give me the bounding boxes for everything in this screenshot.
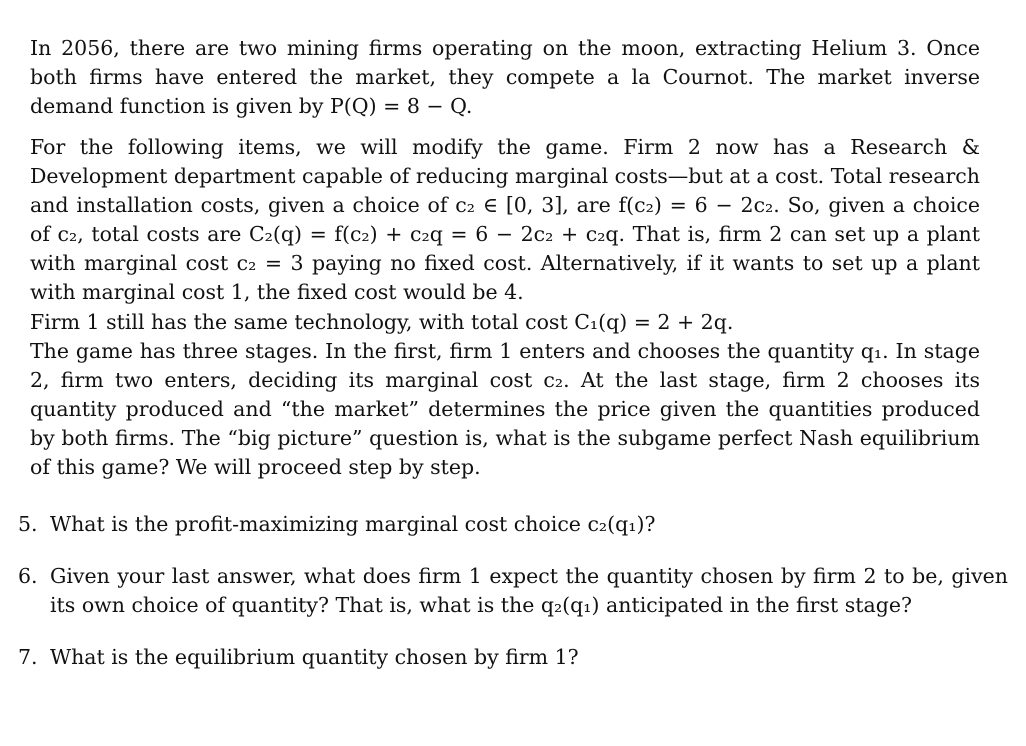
question-text: Given your last answer, what does firm 1 expect the quantity chosen by firm 2 to be, given its own choice of quantity? That is, what is the q₂(q₁) anticipated in the first stage? <box>50 564 1008 617</box>
question-text: What is the profit-maximizing marginal cost choice c₂(q₁)? <box>50 512 656 536</box>
question-text: What is the equilibrium quantity chosen by firm 1? <box>50 645 579 669</box>
question-number: 6. <box>18 564 38 588</box>
question-6 <box>18 562 1008 620</box>
question-5 <box>18 510 1008 539</box>
question-7 <box>18 643 1008 672</box>
intro-paragraph: In 2056, there are two mining firms operating on the moon, extracting Helium 3. Once both firms have entered the market, they compete a la Cournot. The market inverse demand function is given by P(Q) = 8 − Q. <box>30 36 980 118</box>
question-number: 7. <box>18 645 38 669</box>
game-stages-paragraph: The game has three stages. In the first, firm 1 enters and chooses the quantity q₁. In stage 2, firm two enters, deciding its marginal cost c₂. At the last stage, firm 2 chooses its quantity produced and “the market” determines the price given the quantities produced by both firms. The “big picture” question is, what is the subgame perfect Nash equilibrium of this game? We will proceed step by step. <box>30 339 980 479</box>
firm1-cost-paragraph: Firm 1 still has the same technology, with total cost C₁(q) = 2 + 2q. <box>30 310 734 334</box>
question-number: 5. <box>18 512 38 536</box>
rnd-paragraph: For the following items, we will modify the game. Firm 2 now has a Research & Development department capable of reducing marginal costs—but at a cost. Total research and installation costs, given a choice of c₂ ∈ [0, 3], are f(c₂) = 6 − 2c₂. So, given a choice of c₂, total costs are C₂(q) = f(c₂) + c₂q = 6 − 2c₂ + c₂q. That is, firm 2 can set up a plant with marginal cost c₂ = 3 paying no fixed cost. Alternatively, if it wants to set up a plant with marginal cost 1, the fixed cost would be 4. <box>30 135 980 304</box>
